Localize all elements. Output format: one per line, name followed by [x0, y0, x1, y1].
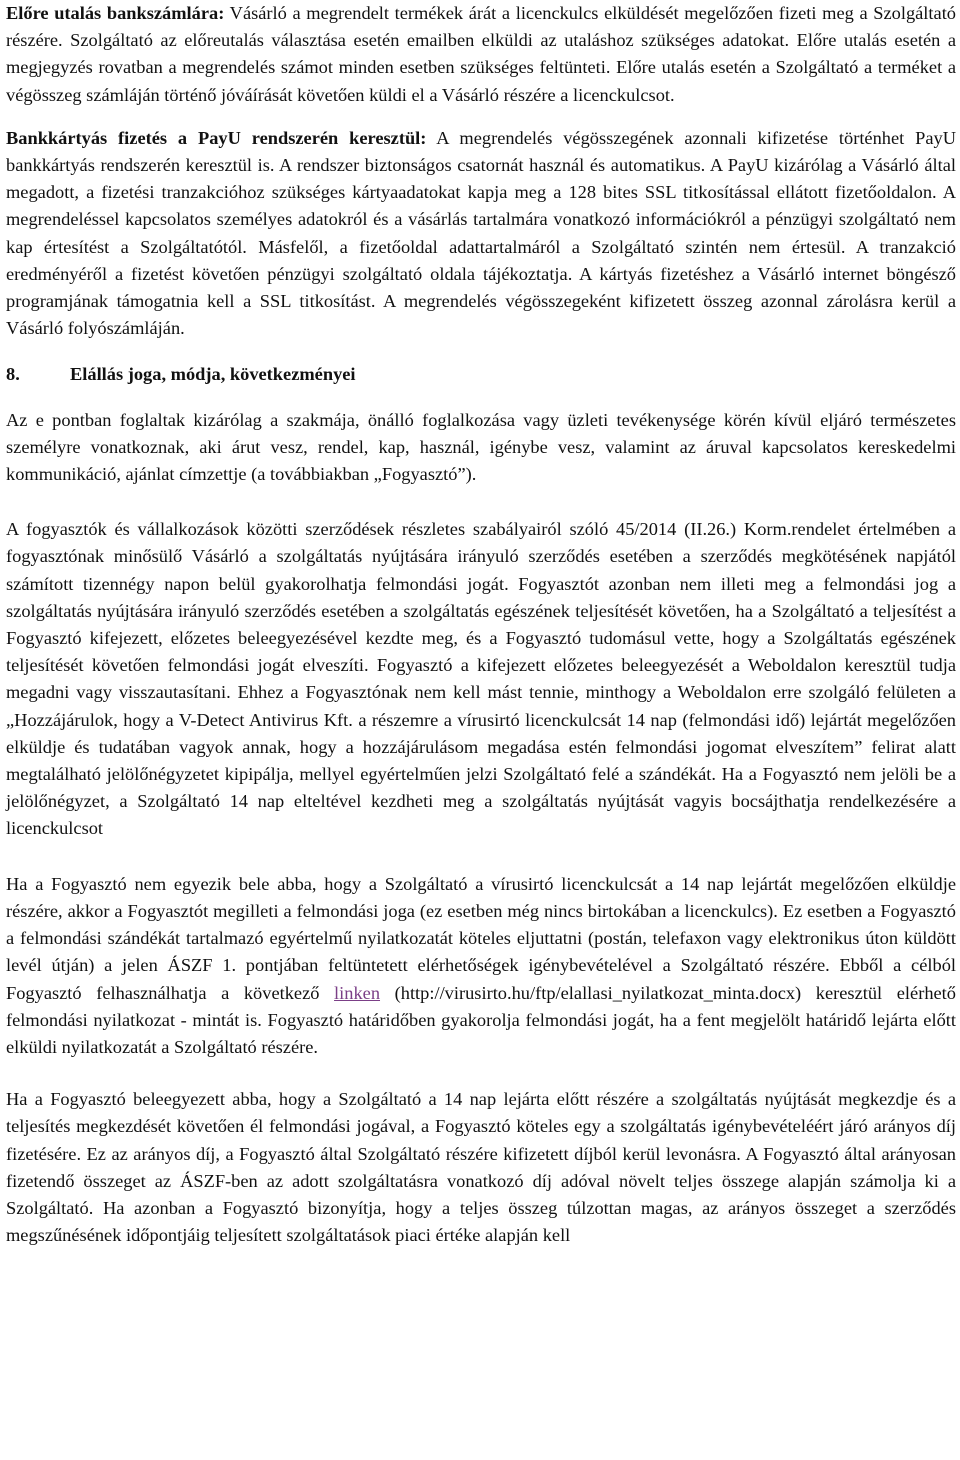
withdrawal-procedure-paragraph — [6, 871, 956, 1061]
card-payment-text: A megrendelés végösszegének azonnali kifizetése történhet PayU bankkártyás rendszerén keresztül is. A rendszer biztonságos csatornát használ és automatikus. A PayU kizárólag a Vásárló által megadott, a fizetési tranzakcióhoz szükséges kártyaadatokat kapja meg a 128 bites SSL titkosítással ellátott fizetőoldalon. A megrendeléssel kapcsolatos személyes adatokról és a vásárlás tartalmára vonatkozó információkról a pénzügyi szolgáltató nem kap értesítést a Szolgáltatótól. Másfelől, a fizetőoldal adattartalmáról a Szolgáltató szintén nem értesül. A tranzakció eredményéről a fizetést követően pénzügyi szolgáltató oldala tájékoztatja. A kártyás fizetéshez a Vásárló internet böngésző programjának támogatnia kell a SSL titkosítást. A megrendelés végösszegeként kifizetett összeg azonnal zárolásra kerül a Vásárló folyószámláján. — [6, 127, 956, 339]
withdrawal-procedure-text-before: Ha a Fogyasztó nem egyezik bele abba, hogy a Szolgáltató a vírusirtó licenckulcsát a 14 nap lejártát megelőzően elküldje részére, akkor a Fogyasztót megilleti a felmondási joga (ez esetben még nincs birtokában a licenckulcs). Ez esetben a Fogyasztó a felmondási szándékát tartalmazó egyértelmű nyilatkozatát köteles eljuttatni (postán, telefaxon vagy elektronikus úton küldött levél útján) a jelen ÁSZF 1. pontjában feltüntetett elérhetőségek igénybevételével a Szolgáltató részére. Ebből a célból Fogyasztó felhasználhatja a következő — [6, 873, 956, 1003]
proportional-fee-paragraph: Ha a Fogyasztó beleegyezett abba, hogy a Szolgáltató a 14 nap lejárta előtt részére a szolgáltatás nyújtását megkezdje és a teljesítés megkezdését követően él felmondási jogával, a Fogyasztó köteles egy a szolgáltatás igénybevételéért járó arányos díj fizetésére. Ez az arányos díj, a Fogyasztó által Szolgáltató részére kifizetett díjból kerül levonásra. A Fogyasztó által arányosan fizetendő összeget az ÁSZF-ben az adott szolgáltatásra vonatkozó díj adóval növelt teljes összege alapján számolja ki a Szolgáltató. Ha azonban a Fogyasztó bizonyítja, hogy a teljes összeg túlzottan magas, az arányos összeget a szerződés megszűnésének időpontjáig teljesített szolgáltatások piaci értéke alapján kell — [6, 1089, 956, 1246]
card-payment-lead: Bankkártyás fizetés a PayU rendszerén keresztül: — [6, 127, 427, 148]
prepayment-text: Vásárló a megrendelt termékek árát a licenckulcs elküldését megelőzően fizeti meg a Szolgáltató részére. Szolgáltató az előreutalás választása esetén emailben elküldi az utaláshoz szükséges adatokat. Előre utalás esetén a megjegyzés rovatban a megrendelés számot minden esetben szükséges feltünteti. Előre utalás esetén a Szolgáltató a terméket a végösszeg számláján történő jóváírását követően küldi el a Vásárló részére a licenckulcsot. — [6, 3, 956, 105]
section-heading — [6, 361, 956, 388]
consumer-definition-paragraph: Az e pontban foglaltak kizárólag a szakmája, önálló foglalkozása vagy üzleti tevékenysége körén kívül eljáró természetes személyre vonatkoznak, aki árut vesz, rendel, kap, használ, igénybe vesz, valamint az áruval kapcsolatos kereskedelmi kommunikáció, ajánlat címzettje (a továbbiakban „Fogyasztó”). — [6, 409, 956, 485]
withdrawal-form-link[interactable]: linken — [334, 982, 381, 1003]
withdrawal-rule-paragraph: A fogyasztók és vállalkozások közötti szerződések részletes szabályairól szóló 45/2014 (II.26.) Korm.rendelet értelmében a fogyasztónak minősülő Vásárló a szolgáltatás nyújtására irányuló szerződés esetében a szerződés megkötésének napjától számított tizennégy napon belül gyakorolhatja felmondási jogát. Fogyasztót azonban nem illeti meg a felmondási jog a szolgáltatás nyújtására irányuló szerződés esetében a szolgáltatás egészének teljesítését követően, ha a Szolgáltató a teljesítést a Fogyasztó kifejezett, előzetes beleegyezésével kezdte meg, és a Fogyasztó tudomásul vette, hogy a Szolgáltatás egészének teljesítését követően felmondási jogát elveszíti. Fogyasztó a kifejezett előzetes beleegyezését a Weboldalon keresztül tudja megadni vagy visszautasítani. Ehhez a Fogyasztónak nem kell mást tennie, minthogy a Weboldalon erre szolgáló felületen a „Hozzájárulok, hogy a V-Detect Antivirus Kft. a részemre a vírusirtó licenckulcsát 14 nap (felmondási idő) lejártát megelőzően elküldje és tudatában vagyok annak, hogy a hozzájárulásom megadása estén felmondási jogomat elveszítem” felirat alatt megtalálható jelölőnégyzetet kipipálja, mellyel egyértelműen jelzi Szolgáltató felé a szándékát. Ha a Fogyasztó nem jelöli be a jelölőnégyzet, a Szolgáltató 14 nap elteltével kezdheti meg a szolgáltatás nyújtását vagyis bocsájthatja rendelkezésére a licenckulcsot — [6, 519, 956, 839]
document-page — [6, 0, 956, 1249]
card-payment-paragraph — [6, 125, 956, 343]
withdrawal-procedure-text-after: (http://virusirto.hu/ftp/elallasi_nyilatkozat_minta.docx) keresztül elérhető felmondási nyilatkozat - mintát is. Fogyasztó határidőben gyakorolja felmondási jogát, ha a fent megjelölt határidő lejárta előtt elküldi nyilatkozatát a Szolgáltató részére. — [6, 982, 956, 1057]
prepayment-paragraph — [6, 0, 956, 109]
prepayment-lead: Előre utalás bankszámlára: — [6, 3, 225, 23]
section-number: 8. — [6, 364, 20, 385]
section-title: Elállás joga, módja, következményei — [70, 364, 356, 385]
